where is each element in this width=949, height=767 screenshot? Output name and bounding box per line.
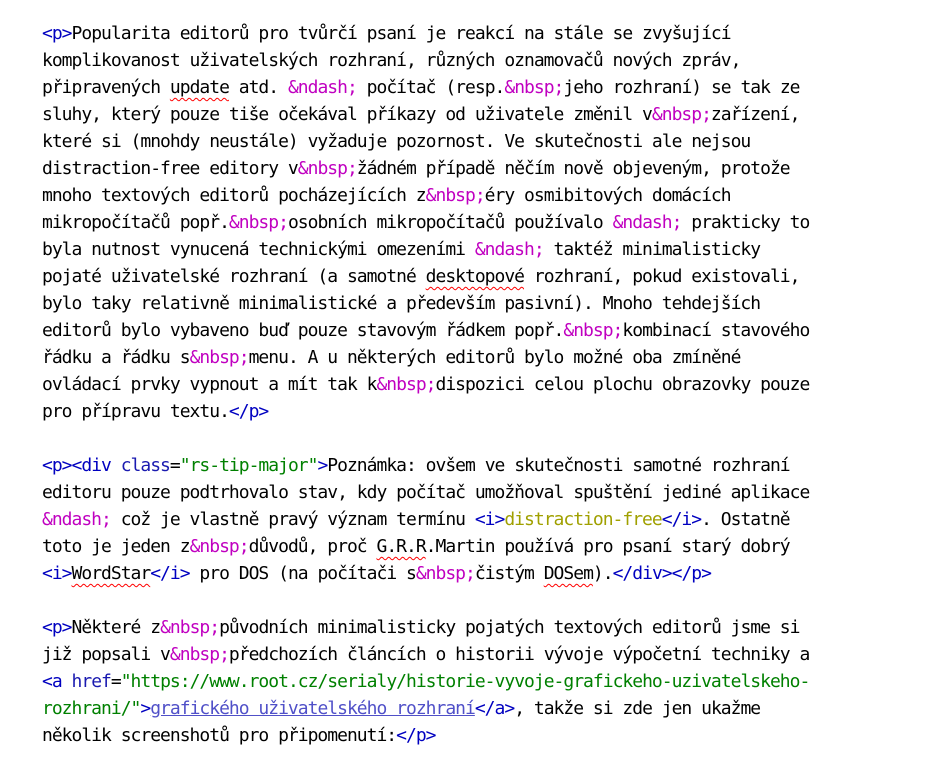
editor-line [42,47,949,74]
text-token: . Ostatně [701,509,790,530]
editor-line [42,668,949,695]
text-token: pro přípravu textu. [42,401,229,422]
text-token: důvodů, proč [248,536,377,557]
html-entity-token: &nbsp; [415,563,475,584]
text-token: původních minimalisticky pojatých textových editorů jsme si [219,617,800,638]
text-token: = [110,671,121,692]
text-token: toto je jeden z [42,536,190,557]
editor-line [42,128,949,155]
editor-line [42,479,949,506]
text-token: mikropočítačů popř. [42,212,229,233]
editor-line [42,560,949,587]
html-tag-token: </i> [661,509,702,530]
html-entity-token: &nbsp; [297,158,357,179]
html-entity-token: &nbsp; [189,347,249,368]
editor-line [42,236,949,263]
html-entity-token: &nbsp; [425,185,485,206]
html-tag-token: </i> [150,563,190,584]
editor-line [42,20,949,47]
text-token: taktéž minimalisticky [543,239,761,260]
spellcheck-word: WordStar [71,563,151,584]
text-token: kombinací stavového [622,320,810,341]
html-tag-token: <p> [42,617,72,638]
html-tag-token: <p> [42,23,72,44]
html-entity-token: &nbsp; [504,77,564,98]
html-tag-token: <p> [42,455,72,476]
text-token: éry osmibitových domácích [484,185,731,206]
text-token: mnoho textových editorů pocházejících z [42,185,426,206]
html-tag-token: </p> [396,725,436,746]
text-token: pojaté uživatelské rozhraní (a samotné [42,266,426,287]
text-token: bylo taky relativně minimalistické a především pasivní). Mnoho tehdejších [42,293,761,314]
text-token: atd. [228,77,288,98]
text-token: ovládací prvky vypnout a mít tak k [42,374,377,395]
text-token: rozhraní, pokud existovali, [524,266,800,287]
editor-line [42,695,949,722]
text-token: distraction-free editory v [42,158,298,179]
editor-line [42,533,949,560]
editor-line [42,74,949,101]
html-entity-token: &ndash; [287,77,357,98]
text-token: počítač (resp. [356,77,505,98]
html-tag-token: > [140,698,151,719]
html-tag-token: </p> [228,401,269,422]
text-token: dispozici celou plochu obrazovky pouze [435,374,810,395]
text-token: jeho rozhraní) se tak ze [563,77,800,98]
html-entity-token: &nbsp; [228,212,288,233]
editor-line [42,371,949,398]
html-entity-token: &nbsp; [169,644,229,665]
text-token: prakticky to [681,212,810,233]
editor-line [42,290,949,317]
spellcheck-word: G.R.R [376,536,426,557]
editor-line [42,398,949,425]
string-token: rozhrani/" [42,698,141,719]
blank-line [42,425,949,452]
editor-line [42,263,949,290]
html-tag-token: > [317,455,328,476]
editor-line [42,506,949,533]
html-attribute-token: href [71,671,111,692]
text-token: Popularita editorů pro tvůrčí psaní je reakcí na stále se zvyšující [71,23,731,44]
editor-line [42,101,949,128]
html-entity-token: &ndash; [42,509,111,530]
html-tag-token: <i> [474,509,505,530]
text-token: = [169,455,180,476]
link-text-token: grafického uživatelského rozhraní [150,698,475,719]
text-token: předchozích článcích o historii vývoje výpočetní techniky a [228,644,810,665]
editor-line [42,641,949,668]
html-entity-token: &ndash; [474,239,544,260]
text-token: žádném případě něčím nově objeveným, protože [356,158,790,179]
html-entity-token: &nbsp; [160,617,220,638]
html-entity-token: &ndash; [612,212,682,233]
text-token: pro DOS (na počítači s [189,563,416,584]
html-entity-token: &nbsp; [189,536,249,557]
string-token: "https://www.root.cz/serialy/historie-vyvoje-grafickeho-uzivatelskeho- [120,671,810,692]
text-token: komplikovanost uživatelských rozhraní, různých oznamovačů nových zpráv, [42,50,741,71]
html-entity-token: &nbsp; [563,320,623,341]
text-token: sluhy, který pouze tiše očekával příkazy od uživatele změnil v [42,104,652,125]
html-tag-token: </a> [474,698,515,719]
string-token: "rs-tip-major" [179,455,318,476]
html-entity-token: &nbsp; [376,374,436,395]
text-token: které si (mnohdy neustále) vyžaduje pozornost. Ve skutečnosti ale nejsou [42,131,751,152]
editor-line [42,722,949,749]
editor-line [42,209,949,236]
spellcheck-word: update [169,77,229,98]
html-entity-token: &nbsp; [651,104,711,125]
text-token: připravených [42,77,170,98]
text-token: osobních mikropočítačů používalo [287,212,613,233]
text-token: .Martin používá pro psaní starý dobrý [425,536,790,557]
text-token: již popsali v [42,644,170,665]
text-token: zařízení, [710,104,800,125]
italic-content-token: distraction-free [504,509,662,530]
html-attribute-token: class [120,455,170,476]
editor-line [42,614,949,641]
html-tag-token: </div></p> [612,563,711,584]
text-token: což je vlastně pravý význam termínu [110,509,475,530]
text-token: několik screenshotů pro připomenutí: [42,725,397,746]
editor-line [42,155,949,182]
spellcheck-word: desktopové [425,266,525,287]
editor-line [42,344,949,371]
text-token: , takže si zde jen ukažme [514,698,761,719]
html-tag-token: <i> [42,563,72,584]
text-token: Některé z [71,617,161,638]
blank-line [42,587,949,614]
text-token: editoru pouze podtrhovalo stav, kdy počítač umožňoval spuštění jediné aplikace [42,482,810,503]
text-token: řádku a řádku s [42,347,190,368]
text-token: menu. A u některých editorů bylo možné oba zmíněné [248,347,741,368]
text-token: čistým [474,563,544,584]
editor-line [42,452,949,479]
text-token: byla nutnost vynucená technickými omezeními [42,239,475,260]
text-token: editorů bylo vybaveno buď pouze stavovým řádkem popř. [42,320,564,341]
html-tag-token: <a [42,671,72,692]
editor-line [42,317,949,344]
text-token: ). [592,563,613,584]
text-token: Poznámka: ovšem ve skutečnosti samotné rozhraní [327,455,790,476]
editor-line [42,182,949,209]
spellcheck-word: DOSem [543,563,593,584]
html-tag-token: <div [71,455,121,476]
